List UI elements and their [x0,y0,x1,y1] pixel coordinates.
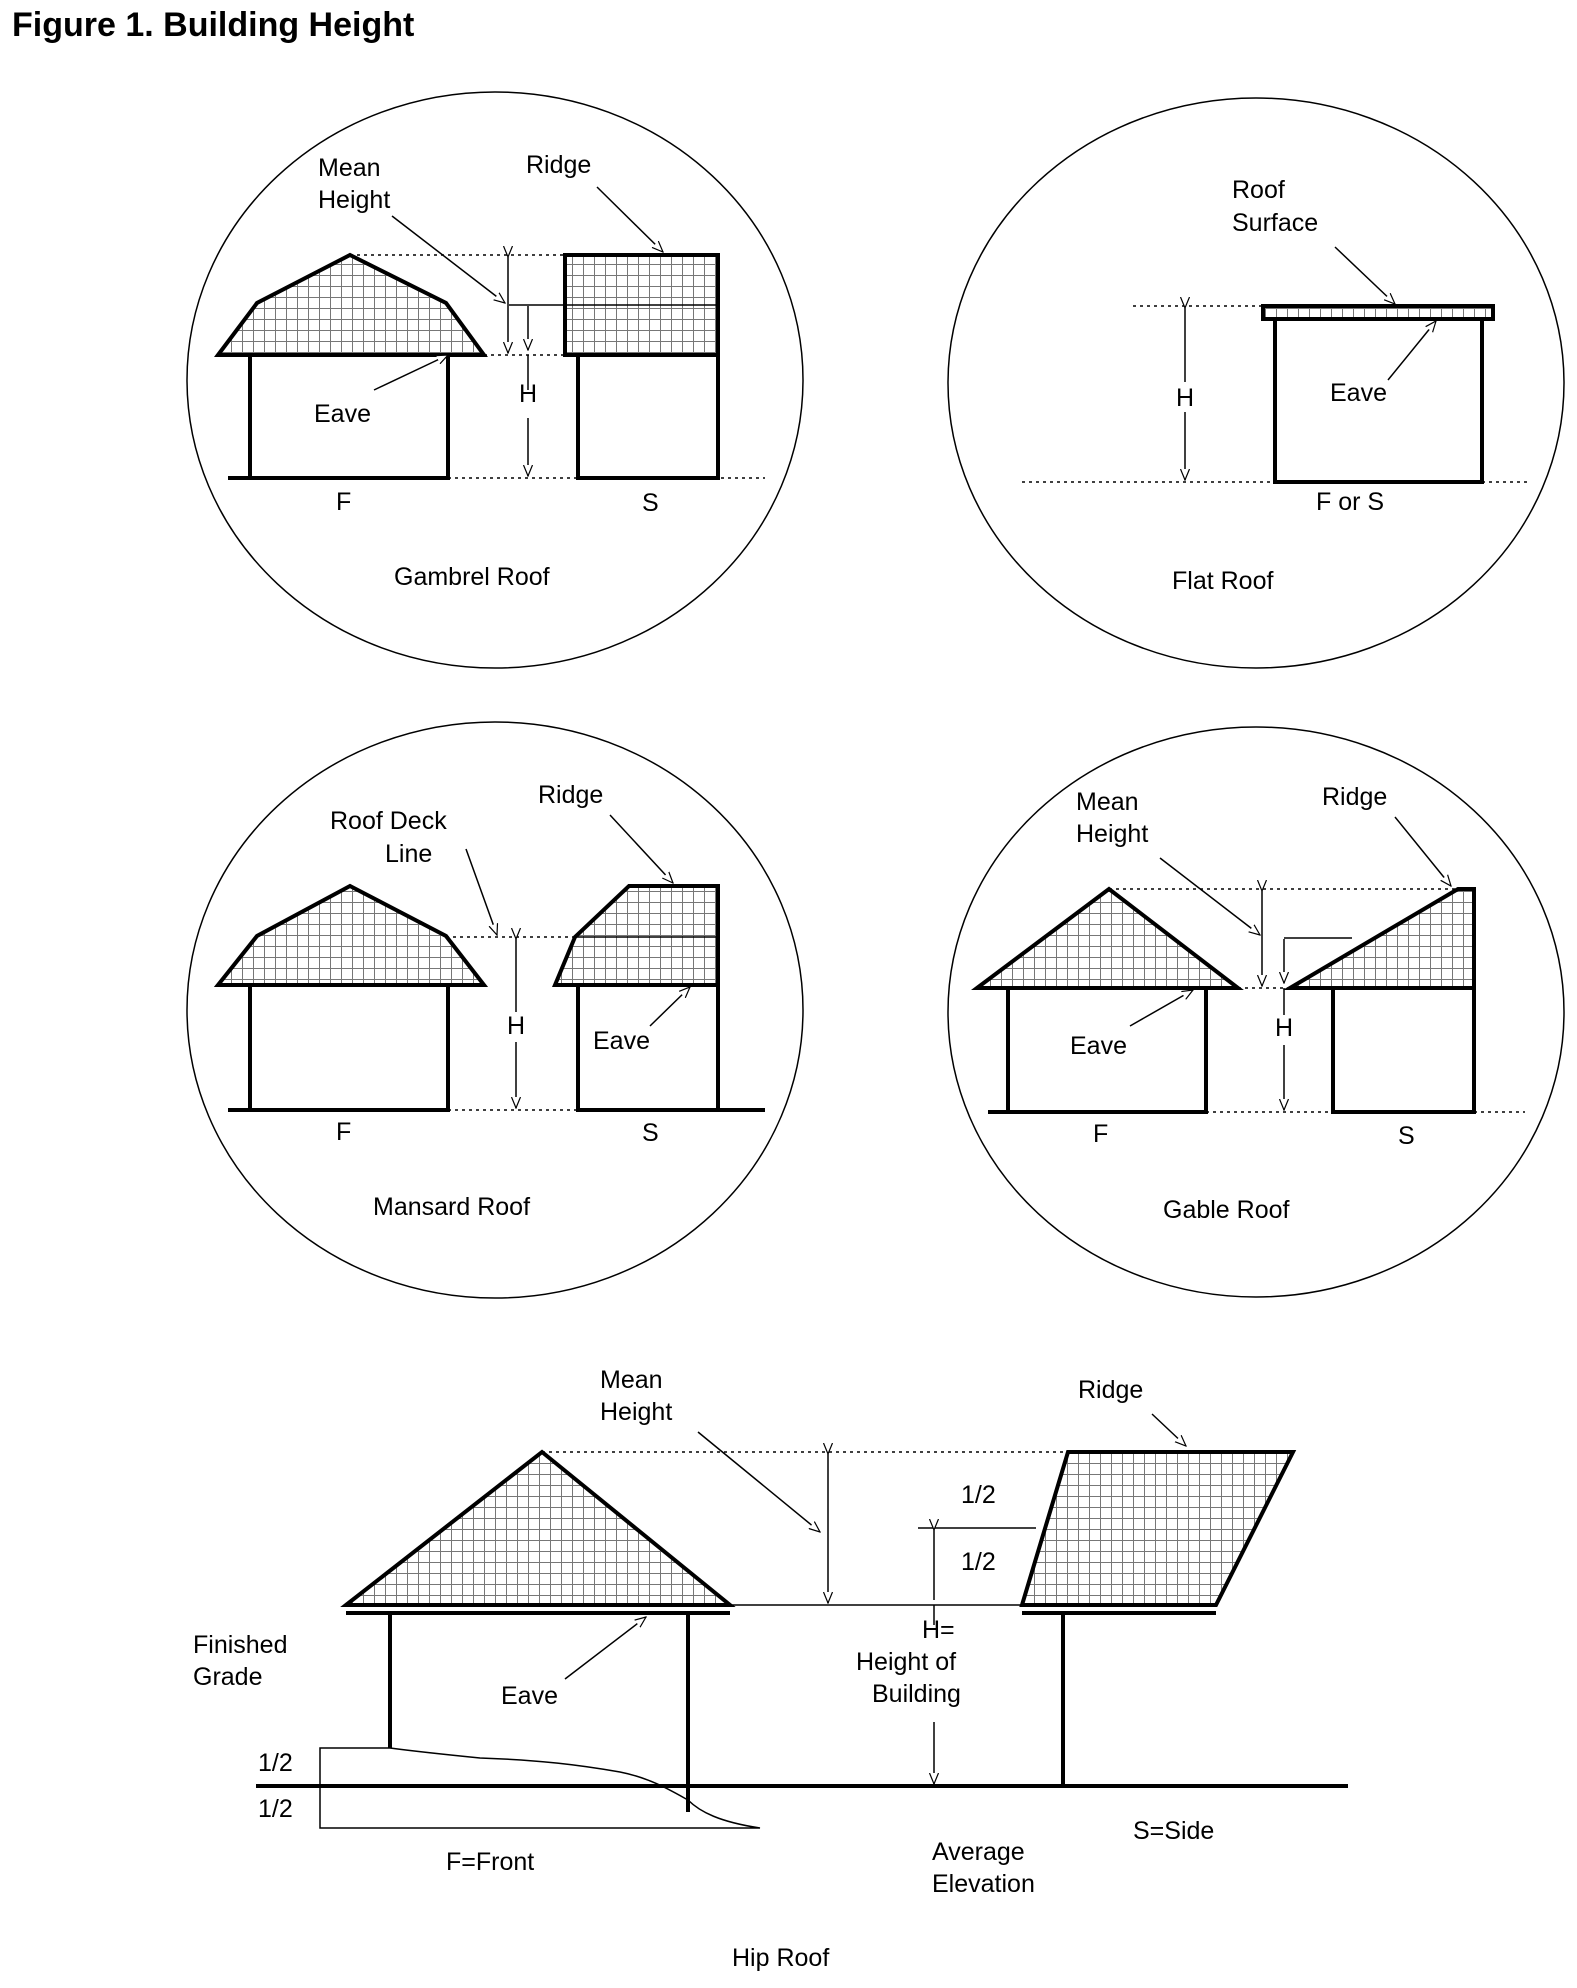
hip-side-label: S=Side [1133,1817,1215,1845]
mansard-roof-front [218,886,484,985]
gambrel-mean-height-label-1: Mean [318,154,381,182]
hip-finished-grade-label-2: Grade [193,1663,263,1691]
hip-average-elevation-label-1: Average [932,1838,1025,1866]
hip-mean-height-label-2: Height [600,1398,673,1426]
gable-ridge-label: Ridge [1322,783,1388,811]
gambrel-side-label: S [642,489,659,517]
gable-house-side [1333,988,1474,1112]
mansard-house-front [250,985,448,1110]
hip-grade-half-upper-label: 1/2 [258,1749,293,1777]
hip-mean-height-label-1: Mean [600,1366,663,1394]
mansard-eave-label: Eave [593,1027,650,1055]
gable-eave-label: Eave [1070,1032,1127,1060]
gambrel-caption: Gambrel Roof [394,563,550,591]
hip-h-label-3: Building [872,1680,961,1708]
gambrel-mean-height-label-2: Height [318,186,391,214]
gable-front-label: F [1093,1120,1109,1148]
gable-caption: Gable Roof [1163,1196,1290,1224]
gable-side-label: S [1398,1122,1415,1150]
hip-half-upper-label: 1/2 [961,1481,996,1509]
gable-mean-height-label-1: Mean [1076,788,1139,816]
hip-house-side [1063,1613,1348,1786]
flat-h-label: H [1176,384,1195,412]
hip-finished-grade-label-1: Finished [193,1631,288,1659]
flat-eave-label: Eave [1330,379,1387,407]
mansard-roof-panel [187,722,803,1298]
hip-roof-panel [193,1366,1348,1972]
gambrel-h-label: H [519,380,538,408]
flat-front-or-side-label: F or S [1316,488,1385,516]
gable-h-label: H [1275,1014,1294,1042]
flat-caption: Flat Roof [1172,567,1274,595]
hip-h-label-1: H= [922,1616,955,1644]
mansard-side-label: S [642,1119,659,1147]
hip-eave-label: Eave [501,1682,558,1710]
hip-caption: Hip Roof [732,1944,830,1972]
mansard-ridge-label: Ridge [538,781,604,809]
flat-roof-surface-label-2: Surface [1232,209,1319,237]
gambrel-ridge-label: Ridge [526,151,592,179]
gambrel-roof-panel [187,92,803,668]
gambrel-front-label: F [336,488,352,516]
hip-grade-half-lower-label: 1/2 [258,1795,293,1823]
mansard-caption: Mansard Roof [373,1193,531,1221]
gable-roof-panel [948,727,1564,1297]
hip-half-lower-label: 1/2 [961,1548,996,1576]
mansard-front-label: F [336,1118,352,1146]
hip-roof-side [1022,1452,1293,1605]
hip-h-label-2: Height of [856,1648,957,1676]
hip-roof-front [346,1452,730,1605]
hip-ridge-label: Ridge [1078,1376,1144,1404]
gable-mean-height-label-2: Height [1076,820,1149,848]
mansard-roof-deck-label-1: Roof Deck [330,807,447,835]
gable-roof-front [977,889,1238,988]
mansard-roof-deck-label-2: Line [385,840,433,868]
mansard-h-label: H [507,1012,526,1040]
flat-roof-slab [1263,306,1493,319]
gambrel-house-side [578,355,718,478]
hip-front-label: F=Front [446,1848,535,1876]
mansard-roof-side [555,886,718,985]
gambrel-eave-label: Eave [314,400,371,428]
gambrel-roof-front [218,255,484,355]
figure-title: Figure 1. Building Height [12,6,415,44]
hip-average-elevation-label-2: Elevation [932,1870,1035,1898]
flat-roof-surface-label-1: Roof [1232,176,1285,204]
flat-roof-panel [948,98,1564,668]
